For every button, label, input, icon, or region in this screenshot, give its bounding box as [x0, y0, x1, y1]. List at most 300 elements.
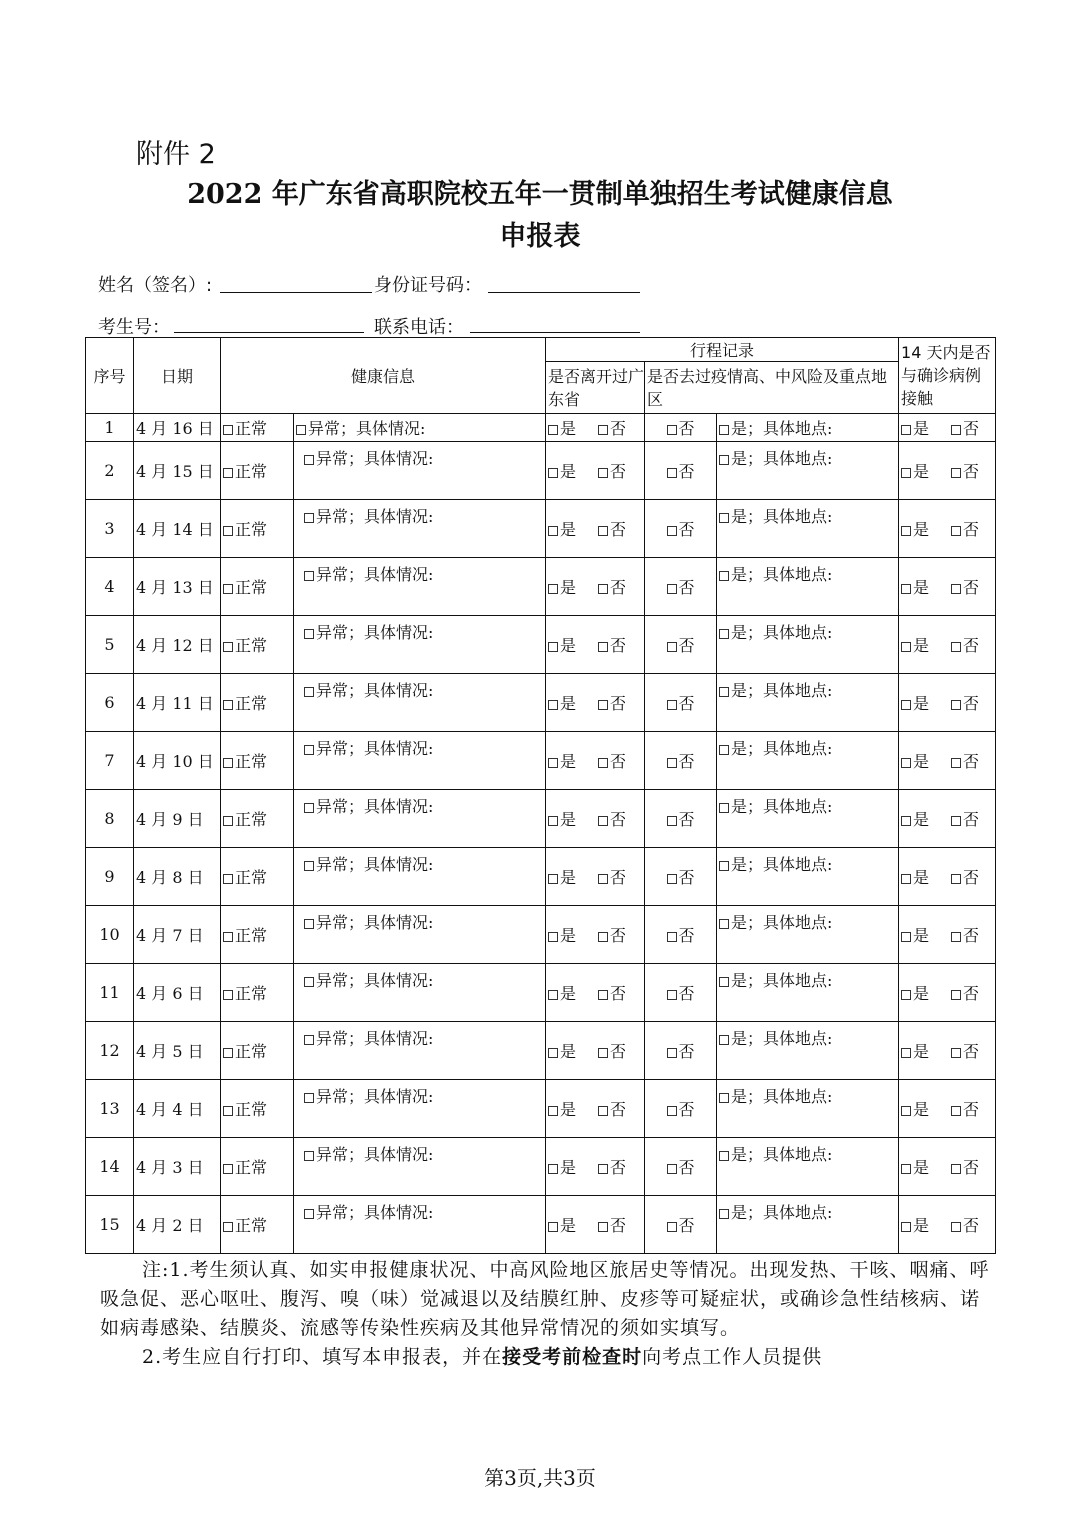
option-label: 是；具体地点: [731, 1145, 833, 1164]
checkbox-icon[interactable] [304, 919, 314, 929]
checkbox-icon[interactable] [901, 468, 911, 478]
id-label: 身份证号码： [374, 275, 482, 296]
checkbox-icon[interactable] [598, 468, 608, 478]
checkbox-icon[interactable] [548, 425, 558, 435]
risk-area-yes-option[interactable] [717, 848, 899, 906]
checkbox-icon[interactable] [667, 874, 677, 884]
option-label: 是 [560, 752, 577, 771]
checkbox-icon[interactable] [223, 700, 233, 710]
contact-options[interactable] [899, 674, 996, 732]
checkbox-icon[interactable] [304, 1035, 314, 1045]
health-abnormal-option[interactable] [294, 1138, 546, 1196]
checkbox-icon[interactable] [223, 1048, 233, 1058]
contact-options[interactable] [899, 732, 996, 790]
checkbox-icon[interactable] [304, 977, 314, 987]
checkbox-icon[interactable] [901, 874, 911, 884]
left-guangdong-options[interactable] [546, 1022, 645, 1080]
checkbox-icon[interactable] [719, 425, 729, 435]
option-label: 否 [610, 926, 627, 945]
checkbox-icon[interactable] [719, 919, 729, 929]
header-contact: 14 天内是否与确诊病例接触 [899, 338, 996, 414]
checkbox-icon[interactable] [304, 1093, 314, 1103]
option-label: 正常 [235, 578, 268, 597]
checkbox-icon[interactable] [901, 642, 911, 652]
option-label: 异常；具体情况: [316, 1087, 434, 1106]
health-abnormal-option[interactable] [294, 1080, 546, 1138]
option-label: 异常；具体情况: [316, 681, 434, 700]
checkbox-icon[interactable] [951, 990, 961, 1000]
option-label: 否 [678, 752, 695, 771]
risk-area-yes-option[interactable] [717, 558, 899, 616]
health-abnormal-option[interactable] [294, 1196, 546, 1254]
checkbox-icon[interactable] [667, 758, 677, 768]
row-seq: 9 [86, 848, 134, 906]
phone-field[interactable] [470, 332, 640, 333]
checkbox-icon[interactable] [548, 816, 558, 826]
checkbox-icon[interactable] [667, 1106, 677, 1116]
table-row [86, 414, 996, 442]
health-abnormal-option[interactable] [294, 848, 546, 906]
table-row [86, 1138, 996, 1196]
health-abnormal-option[interactable] [294, 558, 546, 616]
checkbox-icon[interactable] [901, 1164, 911, 1174]
option-label: 是 [913, 984, 930, 1003]
health-normal-option[interactable] [221, 1022, 294, 1080]
health-normal-option[interactable] [221, 500, 294, 558]
option-label: 是 [913, 1042, 930, 1061]
health-normal-option[interactable] [221, 616, 294, 674]
contact-options[interactable] [899, 1138, 996, 1196]
contact-options[interactable] [899, 790, 996, 848]
risk-area-yes-option[interactable] [717, 1022, 899, 1080]
health-abnormal-option[interactable] [294, 500, 546, 558]
checkbox-icon[interactable] [223, 816, 233, 826]
checkbox-icon[interactable] [304, 1151, 314, 1161]
health-normal-option[interactable] [221, 442, 294, 500]
health-abnormal-option[interactable] [294, 674, 546, 732]
option-label: 否 [610, 1100, 627, 1119]
checkbox-icon[interactable] [951, 816, 961, 826]
risk-area-no-option[interactable] [645, 558, 717, 616]
checkbox-icon[interactable] [598, 816, 608, 826]
option-label: 否 [963, 462, 980, 481]
option-label: 是；具体地点: [731, 623, 833, 642]
contact-options[interactable] [899, 906, 996, 964]
risk-area-no-option[interactable] [645, 790, 717, 848]
checkbox-icon[interactable] [901, 425, 911, 435]
checkbox-icon[interactable] [598, 1222, 608, 1232]
option-label: 是 [560, 810, 577, 829]
checkbox-icon[interactable] [951, 584, 961, 594]
page-number: 第3页,共3页 [484, 1466, 596, 1490]
checkbox-icon[interactable] [719, 977, 729, 987]
risk-area-yes-option[interactable] [717, 616, 899, 674]
risk-area-yes-option[interactable] [717, 500, 899, 558]
checkbox-icon[interactable] [598, 932, 608, 942]
checkbox-icon[interactable] [304, 571, 314, 581]
table-row [86, 500, 996, 558]
name-field[interactable] [220, 292, 372, 293]
attachment-label: 附件 2 [136, 139, 216, 170]
checkbox-icon[interactable] [598, 642, 608, 652]
checkbox-icon[interactable] [951, 758, 961, 768]
row-date: 4 月 7 日 [134, 906, 221, 964]
health-normal-option[interactable] [221, 1196, 294, 1254]
option-label: 是 [913, 926, 930, 945]
checkbox-icon[interactable] [296, 425, 306, 435]
note-2 [100, 1343, 990, 1372]
option-label: 否 [678, 810, 695, 829]
option-label: 否 [678, 520, 695, 539]
option-label: 是；具体地点: [731, 913, 833, 932]
option-label: 否 [610, 868, 627, 887]
option-label: 正常 [235, 1042, 268, 1061]
option-label: 否 [610, 752, 627, 771]
checkbox-icon[interactable] [548, 526, 558, 536]
checkbox-icon[interactable] [304, 513, 314, 523]
checkbox-icon[interactable] [719, 1035, 729, 1045]
checkbox-icon[interactable] [598, 584, 608, 594]
option-label: 是 [913, 520, 930, 539]
option-label: 正常 [235, 462, 268, 481]
risk-area-no-option[interactable] [645, 1138, 717, 1196]
health-abnormal-option[interactable] [294, 790, 546, 848]
row-seq: 4 [86, 558, 134, 616]
left-guangdong-options[interactable] [546, 500, 645, 558]
left-guangdong-options[interactable] [546, 558, 645, 616]
checkbox-icon[interactable] [598, 425, 608, 435]
risk-area-no-option[interactable] [645, 1196, 717, 1254]
checkbox-icon[interactable] [667, 1222, 677, 1232]
checkbox-icon[interactable] [719, 571, 729, 581]
health-normal-option[interactable] [221, 964, 294, 1022]
checkbox-icon[interactable] [667, 932, 677, 942]
checkbox-icon[interactable] [598, 990, 608, 1000]
checkbox-icon[interactable] [901, 990, 911, 1000]
checkbox-icon[interactable] [901, 584, 911, 594]
risk-area-no-option[interactable] [645, 674, 717, 732]
option-label: 是 [560, 520, 577, 539]
contact-options[interactable] [899, 848, 996, 906]
checkbox-icon[interactable] [951, 1222, 961, 1232]
risk-area-no-option[interactable] [645, 732, 717, 790]
checkbox-icon[interactable] [719, 687, 729, 697]
row-seq: 1 [86, 414, 134, 442]
health-normal-option[interactable] [221, 414, 294, 442]
health-normal-option[interactable] [221, 848, 294, 906]
header-seq: 序号 [86, 338, 134, 414]
health-normal-option[interactable] [221, 732, 294, 790]
table-row [86, 1022, 996, 1080]
checkbox-icon[interactable] [304, 687, 314, 697]
option-label: 是 [560, 636, 577, 655]
risk-area-no-option[interactable] [645, 500, 717, 558]
contact-options[interactable] [899, 1022, 996, 1080]
option-label: 否 [610, 1158, 627, 1177]
checkbox-icon[interactable] [223, 425, 233, 435]
risk-area-no-option[interactable] [645, 906, 717, 964]
health-abnormal-option[interactable] [294, 964, 546, 1022]
checkbox-icon[interactable] [901, 932, 911, 942]
checkbox-icon[interactable] [951, 700, 961, 710]
health-declaration-table [85, 337, 996, 1254]
checkbox-icon[interactable] [667, 425, 677, 435]
option-label: 是 [560, 1100, 577, 1119]
checkbox-icon[interactable] [951, 1048, 961, 1058]
risk-area-no-option[interactable] [645, 1080, 717, 1138]
checkbox-icon[interactable] [719, 1209, 729, 1219]
checkbox-icon[interactable] [667, 468, 677, 478]
health-normal-option[interactable] [221, 558, 294, 616]
health-abnormal-option[interactable] [294, 442, 546, 500]
option-label: 是 [913, 868, 930, 887]
left-guangdong-options[interactable] [546, 442, 645, 500]
checkbox-icon[interactable] [223, 1164, 233, 1174]
checkbox-icon[interactable] [304, 745, 314, 755]
checkbox-icon[interactable] [223, 932, 233, 942]
checkbox-icon[interactable] [548, 642, 558, 652]
left-guangdong-options[interactable] [546, 848, 645, 906]
header-travel: 行程记录 [546, 338, 899, 362]
checkbox-icon[interactable] [223, 468, 233, 478]
contact-options[interactable] [899, 500, 996, 558]
checkbox-icon[interactable] [901, 1222, 911, 1232]
option-label: 否 [610, 1216, 627, 1235]
left-guangdong-options[interactable] [546, 1080, 645, 1138]
checkbox-icon[interactable] [667, 584, 677, 594]
checkbox-icon[interactable] [548, 990, 558, 1000]
option-label: 正常 [235, 984, 268, 1003]
health-abnormal-option[interactable] [294, 616, 546, 674]
checkbox-icon[interactable] [548, 584, 558, 594]
health-normal-option[interactable] [221, 674, 294, 732]
checkbox-icon[interactable] [667, 700, 677, 710]
checkbox-icon[interactable] [598, 700, 608, 710]
contact-options[interactable] [899, 1196, 996, 1254]
contact-options[interactable] [899, 558, 996, 616]
option-label: 是 [560, 1216, 577, 1235]
health-abnormal-option[interactable] [294, 1022, 546, 1080]
id-field[interactable] [488, 292, 640, 293]
row-date: 4 月 4 日 [134, 1080, 221, 1138]
checkbox-icon[interactable] [548, 874, 558, 884]
checkbox-icon[interactable] [667, 1164, 677, 1174]
option-label: 是 [913, 810, 930, 829]
option-label: 正常 [235, 868, 268, 887]
checkbox-icon[interactable] [901, 526, 911, 536]
option-label: 是 [913, 419, 930, 438]
checkbox-icon[interactable] [304, 803, 314, 813]
checkbox-icon[interactable] [548, 468, 558, 478]
risk-area-yes-option[interactable] [717, 1138, 899, 1196]
checkbox-icon[interactable] [951, 468, 961, 478]
left-guangdong-options[interactable] [546, 1138, 645, 1196]
option-label: 否 [963, 419, 980, 438]
option-label: 正常 [235, 636, 268, 655]
left-guangdong-options[interactable] [546, 616, 645, 674]
checkbox-icon[interactable] [598, 1106, 608, 1116]
risk-area-yes-option[interactable] [717, 674, 899, 732]
exam-no-field[interactable] [174, 332, 364, 333]
option-label: 正常 [235, 694, 268, 713]
checkbox-icon[interactable] [548, 1106, 558, 1116]
contact-options[interactable] [899, 442, 996, 500]
left-guangdong-options[interactable] [546, 790, 645, 848]
checkbox-icon[interactable] [667, 1048, 677, 1058]
health-normal-option[interactable] [221, 790, 294, 848]
risk-area-no-option[interactable] [645, 414, 717, 442]
checkbox-icon[interactable] [548, 758, 558, 768]
checkbox-icon[interactable] [901, 700, 911, 710]
option-label: 是；具体地点: [731, 449, 833, 468]
checkbox-icon[interactable] [667, 642, 677, 652]
risk-area-no-option[interactable] [645, 616, 717, 674]
left-guangdong-options[interactable] [546, 732, 645, 790]
checkbox-icon[interactable] [223, 990, 233, 1000]
checkbox-icon[interactable] [304, 455, 314, 465]
risk-area-yes-option[interactable] [717, 906, 899, 964]
risk-area-yes-option[interactable] [717, 414, 899, 442]
checkbox-icon[interactable] [901, 1106, 911, 1116]
checkbox-icon[interactable] [304, 1209, 314, 1219]
row-date: 4 月 11 日 [134, 674, 221, 732]
checkbox-icon[interactable] [719, 455, 729, 465]
checkbox-icon[interactable] [548, 700, 558, 710]
checkbox-icon[interactable] [223, 1222, 233, 1232]
option-label: 正常 [235, 752, 268, 771]
risk-area-yes-option[interactable] [717, 732, 899, 790]
checkbox-icon[interactable] [223, 584, 233, 594]
contact-options[interactable] [899, 414, 996, 442]
row-seq: 14 [86, 1138, 134, 1196]
option-label: 是；具体地点: [731, 739, 833, 758]
checkbox-icon[interactable] [223, 526, 233, 536]
option-label: 是；具体地点: [731, 971, 833, 990]
checkbox-icon[interactable] [304, 861, 314, 871]
row-date: 4 月 14 日 [134, 500, 221, 558]
checkbox-icon[interactable] [223, 758, 233, 768]
health-normal-option[interactable] [221, 906, 294, 964]
option-label: 是 [560, 419, 577, 438]
option-label: 异常；具体情况: [316, 507, 434, 526]
option-label: 正常 [235, 1158, 268, 1177]
option-label: 是 [913, 1158, 930, 1177]
health-normal-option[interactable] [221, 1138, 294, 1196]
checkbox-icon[interactable] [901, 1048, 911, 1058]
checkbox-icon[interactable] [304, 629, 314, 639]
checkbox-icon[interactable] [548, 932, 558, 942]
checkbox-icon[interactable] [598, 1164, 608, 1174]
exam-no-label: 考生号： [98, 317, 170, 338]
checkbox-icon[interactable] [548, 1164, 558, 1174]
risk-area-no-option[interactable] [645, 848, 717, 906]
checkbox-icon[interactable] [719, 861, 729, 871]
option-label: 否 [963, 520, 980, 539]
option-label: 异常；具体情况: [316, 855, 434, 874]
checkbox-icon[interactable] [598, 1048, 608, 1058]
checkbox-icon[interactable] [719, 1151, 729, 1161]
left-guangdong-options[interactable] [546, 906, 645, 964]
checkbox-icon[interactable] [951, 526, 961, 536]
contact-options[interactable] [899, 964, 996, 1022]
left-guangdong-options[interactable] [546, 1196, 645, 1254]
header-risk-area: 是否去过疫情高、中风险及重点地区 [645, 362, 899, 414]
checkbox-icon[interactable] [719, 513, 729, 523]
checkbox-icon[interactable] [951, 642, 961, 652]
checkbox-icon[interactable] [951, 1106, 961, 1116]
risk-area-no-option[interactable] [645, 964, 717, 1022]
checkbox-icon[interactable] [951, 932, 961, 942]
checkbox-icon[interactable] [223, 874, 233, 884]
left-guangdong-options[interactable] [546, 964, 645, 1022]
contact-options[interactable] [899, 1080, 996, 1138]
row-seq: 12 [86, 1022, 134, 1080]
checkbox-icon[interactable] [667, 990, 677, 1000]
checkbox-icon[interactable] [719, 803, 729, 813]
health-abnormal-option[interactable] [294, 906, 546, 964]
checkbox-icon[interactable] [667, 526, 677, 536]
checkbox-icon[interactable] [901, 816, 911, 826]
option-label: 是 [913, 578, 930, 597]
risk-area-yes-option[interactable] [717, 442, 899, 500]
health-abnormal-option[interactable] [294, 732, 546, 790]
option-label: 是 [560, 984, 577, 1003]
checkbox-icon[interactable] [598, 874, 608, 884]
row-date: 4 月 12 日 [134, 616, 221, 674]
note-2-text: 2.考生应自行打印、填写本申报表，并在 [142, 1346, 503, 1368]
health-abnormal-option[interactable] [294, 414, 546, 442]
checkbox-icon[interactable] [548, 1048, 558, 1058]
option-label: 否 [963, 1158, 980, 1177]
table-row [86, 1196, 996, 1254]
option-label: 是 [913, 694, 930, 713]
option-label: 是；具体地点: [731, 419, 833, 438]
risk-area-no-option[interactable] [645, 442, 717, 500]
risk-area-no-option[interactable] [645, 1022, 717, 1080]
checkbox-icon[interactable] [901, 758, 911, 768]
checkbox-icon[interactable] [719, 745, 729, 755]
checkbox-icon[interactable] [598, 758, 608, 768]
checkbox-icon[interactable] [719, 1093, 729, 1103]
contact-options[interactable] [899, 616, 996, 674]
option-label: 否 [678, 984, 695, 1003]
checkbox-icon[interactable] [667, 816, 677, 826]
left-guangdong-options[interactable] [546, 414, 645, 442]
checkbox-icon[interactable] [951, 874, 961, 884]
risk-area-yes-option[interactable] [717, 964, 899, 1022]
option-label: 否 [678, 926, 695, 945]
option-label: 是；具体地点: [731, 507, 833, 526]
risk-area-yes-option[interactable] [717, 790, 899, 848]
checkbox-icon[interactable] [548, 1222, 558, 1232]
risk-area-yes-option[interactable] [717, 1196, 899, 1254]
option-label: 否 [610, 694, 627, 713]
health-normal-option[interactable] [221, 1080, 294, 1138]
risk-area-yes-option[interactable] [717, 1080, 899, 1138]
checkbox-icon[interactable] [598, 526, 608, 536]
checkbox-icon[interactable] [223, 642, 233, 652]
checkbox-icon[interactable] [951, 1164, 961, 1174]
left-guangdong-options[interactable] [546, 674, 645, 732]
checkbox-icon[interactable] [719, 629, 729, 639]
option-label: 否 [678, 1042, 695, 1061]
row-seq: 15 [86, 1196, 134, 1254]
option-label: 是；具体地点: [731, 1203, 833, 1222]
row-seq: 10 [86, 906, 134, 964]
checkbox-icon[interactable] [223, 1106, 233, 1116]
option-label: 否 [678, 1100, 695, 1119]
checkbox-icon[interactable] [951, 425, 961, 435]
